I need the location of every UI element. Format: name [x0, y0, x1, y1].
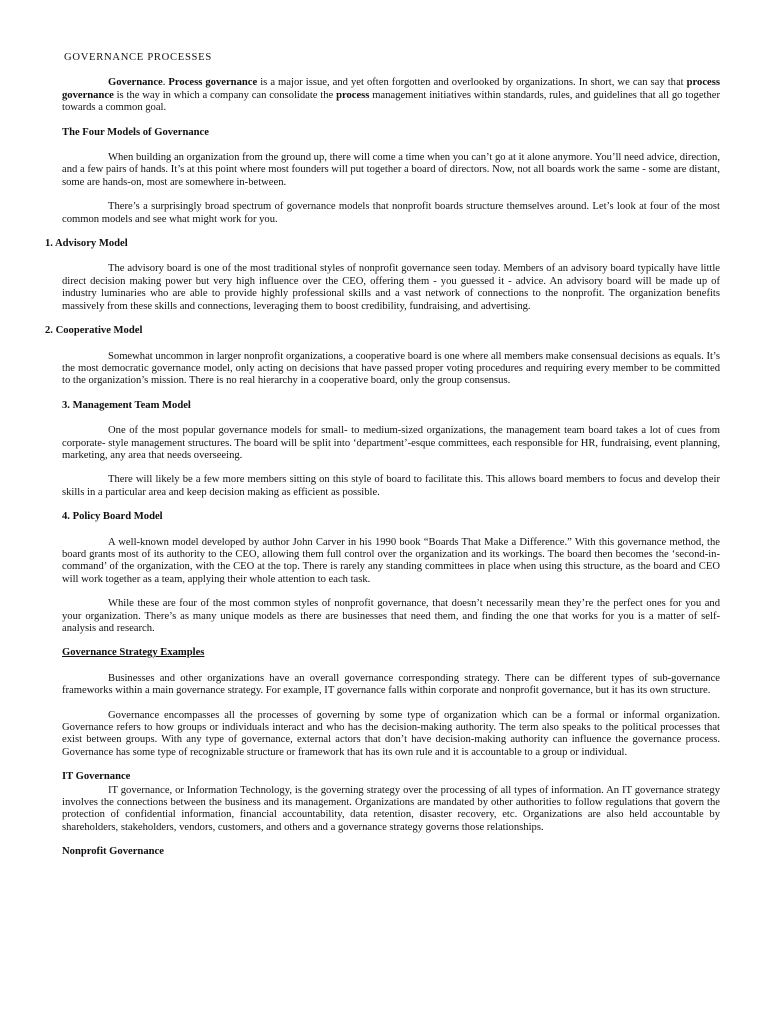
- paragraph: There’s a surprisingly broad spectrum of governance models that nonprofit boards structure themselves around. Let’s look at four of the most common models and see what might work for you.: [62, 201, 720, 225]
- paragraph: One of the most popular governance models for small- to medium-sized organizations, the management team board takes a lot of cues from corporate- style management structures. The board will be split into ‘department’-esque committees, each responsible for HR, fundraising, event planning, marketing, any area that needs overseeing.: [62, 425, 720, 461]
- intro-text: is the way in which a company can consolidate the: [113, 89, 337, 101]
- intro-bold-process-governance-2: process governance: [62, 77, 720, 101]
- paragraph: A well-known model developed by author John Carver in his 1990 book “Boards That Make a Difference.” With this governance method, the board grants most of its authority to the CEO, allowing them full control over the organization and its workings. The board then becomes the ‘second-in-command’ of the organization, with the CEO at the top. There is rarely any standing committees in place when using this structure, as the board and CEO will work together as a team, applying their whole attention to each task.: [62, 536, 720, 585]
- paragraph: Governance encompasses all the processes of governing by some type of organization which can be a formal or informal organization. Governance refers to how groups or individuals interact and who has the decision-making authority. The term also speaks to the political processes that exist between groups. With any type of governance, external actors that don’t have decision-making authority can influence the governance process. Governance has some type of recognizable structure or framework that has its own rule and it is accountable to a group or individual.: [62, 709, 720, 758]
- intro-bold-process: process: [336, 89, 370, 101]
- paragraph: Businesses and other organizations have an overall governance corresponding strategy. There can be different types of sub-governance frameworks within a main governance strategy. For example, IT governance falls within corporate and nonprofit governance, but it has its own structure.: [62, 672, 720, 697]
- section-heading-cooperative-model: 2. Cooperative Model: [45, 325, 143, 337]
- paragraph: The advisory board is one of the most traditional styles of nonprofit governance seen today. Members of an advisory board typically have little direct decision making power but very high influence over the CEO, offering them - you guessed it - advice. An advisory board will be made up of industry luminaries who are able to provide highly professional skills and a vast network of connections to the nonprofit. The organization benefits massively from these skills and connections, leveraging them to boost credibility, fundraising, and advertising.: [62, 263, 720, 312]
- document-title: GOVERNANCE PROCESSES: [64, 52, 212, 63]
- section-heading-nonprofit-governance: Nonprofit Governance: [62, 846, 164, 858]
- intro-paragraph: [62, 77, 720, 114]
- intro-text: is a major issue, and yet often forgotten and overlooked by organizations. In short, we can say that: [257, 77, 687, 89]
- intro-text: .: [162, 77, 169, 89]
- section-heading-management-team-model: 3. Management Team Model: [62, 399, 191, 411]
- paragraph: While these are four of the most common styles of nonprofit governance, that doesn’t necessarily mean they’re the perfect ones for you and your organization. There’s as many unique models as there are businesses that need them, and finding the one that works for you is a matter of self-analysis and research.: [62, 598, 720, 634]
- paragraph: There will likely be a few more members sitting on this style of board to facilitate this. This allows board members to focus and develop their skills in a particular area and keep decision making as efficient as possible.: [62, 474, 720, 498]
- intro-bold-process-governance: Process governance: [168, 77, 258, 89]
- section-heading-policy-board-model: 4. Policy Board Model: [62, 511, 163, 523]
- section-heading-it-governance: IT Governance: [62, 771, 131, 783]
- intro-text: management initiatives within standards, rules, and guidelines that all go together towards a common goal.: [62, 89, 720, 114]
- paragraph: Somewhat uncommon in larger nonprofit organizations, a cooperative board is one where all members make consensual decisions as equals. It’s the most democratic governance model, only acting on decisions that have passed proper voting procedures and requiring every member to be committed to the organization’s mission. There is no real hierarchy in a cooperative board, only the group consensus.: [62, 350, 720, 387]
- section-heading-four-models: The Four Models of Governance: [62, 126, 209, 138]
- section-heading-governance-strategy-examples: Governance Strategy Examples: [62, 647, 205, 659]
- paragraph: IT governance, or Information Technology, is the governing strategy over the processing of all types of information. An IT governance strategy involves the connections between the business and its management. Organizations are mandated by other authorities to follow regulations that govern the protection of confidential information, financial accountability, data retention, disaster recovery, etc. Organizations are also held accountable by shareholders, stakeholders, vendors, customers, and others and a governance strategy governs those relationships.: [62, 784, 720, 833]
- section-heading-advisory-model: 1. Advisory Model: [45, 238, 128, 250]
- paragraph: When building an organization from the ground up, there will come a time when you can’t go at it alone anymore. You’ll need advice, direction, and a few pairs of hands. It’s at this point where most founders will put together a board of directors. Now, not all boards work the same - some are distant, some are hands-on, most are somewhere in-between.: [62, 152, 720, 188]
- intro-bold-governance: Governance: [108, 77, 163, 89]
